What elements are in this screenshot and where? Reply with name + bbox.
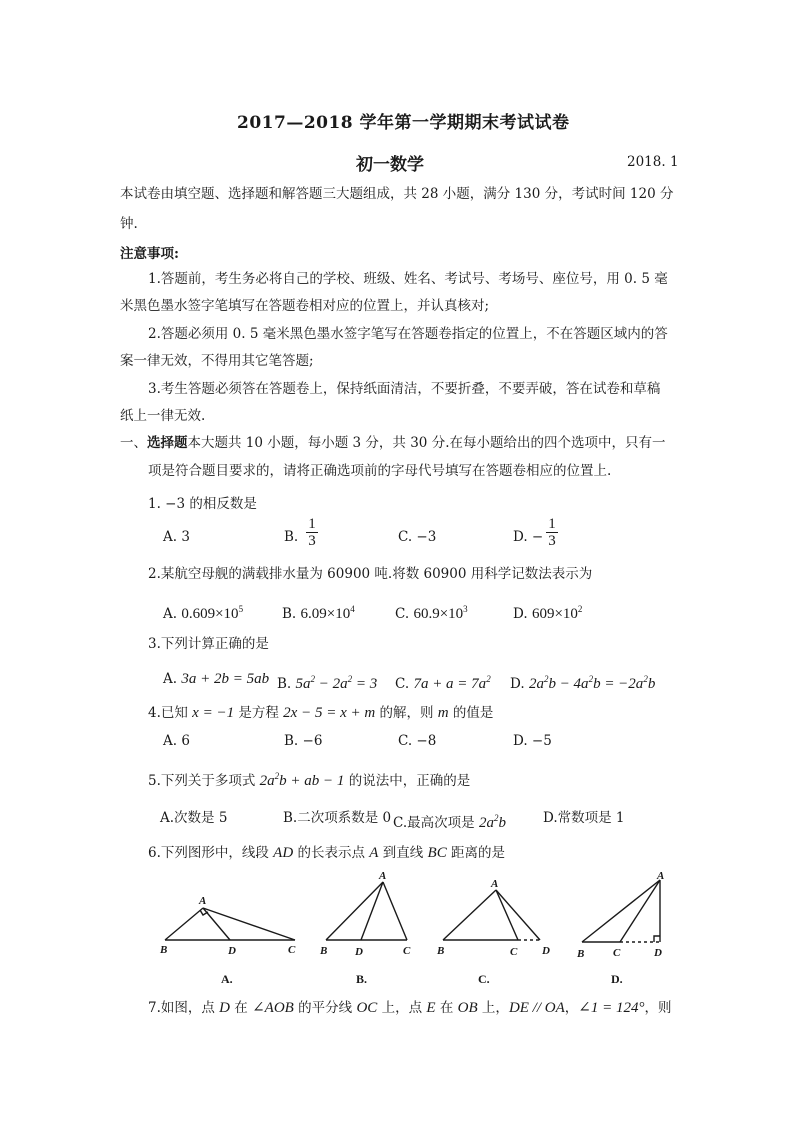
q6-figure-a: [165, 908, 295, 940]
q6c-label-c: C: [510, 946, 518, 958]
q4-stem-p2: 是方程: [234, 705, 284, 721]
q5-option-b: B.二次项系数是 0: [283, 810, 392, 826]
q2-a-value: [181, 606, 243, 622]
q2-d-value: [532, 606, 582, 622]
q5-stem-e1: 2: [274, 771, 280, 781]
q7-stem-m7: ∠1 = 124°: [578, 1000, 645, 1016]
q1-stem: 1. −3 的相反数是: [148, 496, 257, 512]
notes-heading: 注意事项:: [120, 246, 179, 262]
q5-stem: [148, 766, 470, 791]
q3-d-p1: 2a: [528, 676, 544, 692]
q1-b-numerator: 1: [308, 516, 316, 532]
q6-caption-d: D.: [611, 972, 623, 986]
q4-stem-m1: x = −1: [192, 705, 235, 721]
q6c-label-d: D: [542, 945, 550, 957]
subject-title: 初一数学: [356, 155, 424, 175]
q6-figure-b: [326, 882, 407, 940]
q6d-label-d: D: [654, 947, 662, 959]
q6-caption-b: B.: [356, 972, 368, 986]
intro-line-2: 钟.: [120, 216, 138, 232]
q6-figures: [150, 870, 690, 995]
q5-option-d: D.常数项是 1: [543, 810, 625, 826]
q2-option-c: [395, 599, 468, 624]
q7-stem-m3: OC: [356, 1000, 378, 1016]
q2-option-a: [163, 599, 243, 624]
q2-a-base: 0.609×10: [181, 606, 239, 622]
q7-stem-p3: 的平分线: [293, 1000, 357, 1016]
q3-option-a: [163, 669, 269, 689]
q4-stem-p1: 4.已知: [148, 705, 193, 721]
q7-stem-p8: ，则: [644, 1000, 672, 1016]
q6b-label-c: C: [403, 945, 411, 957]
q6b-line-ad: [361, 882, 383, 940]
q3-stem: 3.下列计算正确的是: [148, 636, 269, 652]
q2-a-prefix: A.: [163, 606, 178, 622]
exam-title: 2017—2018 学年第一学期期末考试试卷: [237, 113, 570, 133]
q6d-label-c: C: [613, 947, 621, 959]
q2-d-exp: 2: [577, 604, 583, 614]
q2-c-exp: 3: [463, 604, 468, 614]
q6a-label-c: C: [288, 944, 296, 956]
q5-option-a: A.次数是 5: [160, 810, 228, 826]
q6b-label-d: D: [355, 946, 363, 958]
q6a-label-d: D: [228, 945, 236, 957]
q3-b-p2: − 2a: [315, 676, 348, 692]
q5-option-c: [393, 808, 506, 833]
q3-c-prefix: C.: [395, 676, 410, 692]
q3-b-prefix: B.: [277, 676, 292, 692]
note-1-line-2: 米黑色墨水签字笔填写在答题卷相对应的位置上，并认真核对;: [120, 298, 490, 314]
q5-stem-p2: 的说法中，正确的是: [344, 773, 471, 789]
q3-option-c: [395, 669, 491, 694]
q1-option-c: C. −3: [398, 529, 437, 545]
q7-stem-m5: OB: [457, 1000, 478, 1016]
q4-option-a: A. 6: [163, 733, 190, 749]
q3-c-expr: [413, 676, 490, 692]
q4-stem-m3: m: [437, 705, 449, 721]
q6d-right-angle: [654, 936, 660, 942]
q2-b-base: 6.09×10: [300, 606, 351, 622]
q2-b-value: [301, 606, 355, 622]
q2-b-prefix: B.: [282, 606, 297, 622]
q6b-line-ab: [326, 882, 383, 940]
q7-stem-m2: ∠AOB: [252, 1000, 294, 1016]
q3-b-expr: [296, 676, 378, 692]
q7-stem-p2: 在: [230, 1000, 253, 1016]
note-1-line-1: 1.答题前，考生务必将自己的学校、班级、姓名、考试号、考场号、座位号，用 0. 5 毫: [148, 271, 668, 287]
q2-option-b: [282, 599, 355, 624]
q1-option-d-fraction: [546, 516, 558, 549]
q1-option-d-prefix: D. −: [513, 529, 544, 545]
q5-c-p1: C.最高次项是: [393, 815, 479, 831]
q4-stem-m2: 2x − 5 = x + m: [283, 705, 376, 721]
q7-stem: [148, 998, 671, 1018]
q6-caption-a: A.: [221, 972, 233, 986]
q7-stem-m1: D: [219, 1000, 231, 1016]
q6-figure-c: [443, 890, 540, 940]
q6b-label-a: A: [379, 870, 387, 882]
q3-a-expr: 3a + 2b = 5ab: [181, 671, 270, 687]
q3-b-p3: = 3: [352, 676, 378, 692]
q1-b-denominator: 3: [308, 533, 316, 549]
q5-stem-p1: 5.下列关于多项式: [148, 773, 260, 789]
q6d-line-ab: [582, 880, 660, 942]
q4-option-c: C. −8: [398, 733, 437, 749]
q7-stem-p1: 7.如图，点: [148, 1000, 220, 1016]
q3-b-e2: 2: [347, 674, 353, 684]
q7-stem-p4: 上，点: [377, 1000, 427, 1016]
q6d-label-b: B: [577, 948, 585, 960]
q6d-line-ac: [620, 880, 660, 942]
q6-stem-p3: 到直线: [378, 845, 428, 861]
note-3-line-1: 3.考生答题必须答在答题卷上，保持纸面清洁，不要折叠，不要弄破，答在试卷和草稿: [148, 381, 661, 397]
q3-d-expr: [529, 676, 655, 692]
q7-stem-p5: 在: [435, 1000, 458, 1016]
q6-stem-m3: BC: [427, 845, 447, 861]
q6d-label-a: A: [657, 870, 665, 882]
q6b-label-b: B: [320, 945, 328, 957]
q5-c-e1: 2: [493, 813, 499, 823]
q6a-line-ab: [165, 908, 203, 940]
q7-stem-p6: 上，: [477, 1000, 509, 1016]
q6-stem-p1: 6.下列图形中，线段: [148, 845, 274, 861]
q2-d-prefix: D.: [513, 606, 528, 622]
q1-option-a: A. 3: [163, 529, 190, 545]
section-1-name: 选择题: [147, 435, 188, 451]
q4-option-b: B. −6: [284, 733, 323, 749]
q6-figure-d: [582, 880, 660, 942]
q7-stem-p7: ，: [564, 1000, 579, 1016]
q2-stem: 2.某航空母舰的满载排水量为 60900 吨.将数 60900 用科学记数法表示为: [148, 566, 593, 582]
q3-a-prefix: A.: [163, 671, 178, 687]
q3-d-e3: 2: [643, 674, 648, 684]
q5-stem-expr: [260, 773, 345, 789]
q4-stem-p3: 的解，则: [375, 705, 438, 721]
q5-c-m1: 2a: [478, 815, 494, 831]
q6-caption-c: C.: [478, 972, 490, 986]
q6c-label-a: A: [491, 878, 499, 890]
q3-d-e2: 2: [588, 674, 594, 684]
q4-stem: [148, 703, 493, 723]
q1-d-numerator: 1: [548, 516, 556, 532]
q4-option-d: D. −5: [513, 733, 552, 749]
q5-stem-m2: b + ab − 1: [279, 773, 345, 789]
q6c-label-b: B: [437, 945, 445, 957]
q5-c-m2: b: [498, 815, 506, 831]
q5-c-expr: [479, 815, 506, 831]
q6-stem-p4: 距离的是: [446, 845, 505, 861]
q7-stem-m6: DE // OA: [508, 1000, 565, 1016]
q3-c-p1: 7a + a = 7a: [413, 676, 487, 692]
q2-c-value: [413, 606, 467, 622]
q3-d-prefix: D.: [510, 676, 525, 692]
q6-stem: [148, 843, 505, 863]
q6-stem-m1: AD: [273, 845, 294, 861]
q6b-line-ac: [383, 882, 407, 940]
q3-option-d: [510, 669, 655, 694]
q6c-line-ac: [496, 890, 518, 940]
q1-option-b-fraction: [306, 516, 318, 549]
q2-c-prefix: C.: [395, 606, 410, 622]
q6-stem-p2: 的长表示点: [293, 845, 370, 861]
q3-c-e1: 2: [486, 674, 491, 684]
section-1-desc: 本大题共 10 小题，每小题 3 分，共 30 分.在每小题给出的四个选项中，只有一: [187, 435, 666, 451]
q2-a-exp: 5: [238, 604, 244, 614]
q3-d-p3: b = −2a: [593, 676, 644, 692]
note-2-line-2: 案一律无效，不得用其它笔答题;: [120, 353, 314, 369]
q6c-line-ad: [496, 890, 540, 940]
q1-d-denominator: 3: [548, 533, 556, 549]
q2-b-exp: 4: [350, 604, 355, 614]
q2-d-base: 609×10: [531, 606, 578, 622]
q6-stem-m2: A: [369, 845, 379, 861]
q5-stem-m1: 2a: [259, 773, 275, 789]
q3-d-p4: b: [647, 676, 656, 692]
q6c-line-ab: [443, 890, 496, 940]
exam-date: 2018. 1: [627, 154, 679, 170]
q2-option-d: [513, 599, 582, 624]
q6a-label-a: A: [199, 895, 207, 907]
q6a-right-angle: [200, 910, 208, 915]
note-3-line-2: 纸上一律无效.: [120, 408, 206, 424]
section-1-prefix: 一、: [120, 435, 147, 451]
note-2-line-1: 2.答题必须用 0. 5 毫米黑色墨水签字笔写在答题卷指定的位置上，不在答题区域内的答: [148, 326, 668, 342]
q3-b-e1: 2: [310, 674, 316, 684]
q6a-label-b: B: [160, 944, 168, 956]
q3-option-b: [277, 669, 377, 694]
q2-c-base: 60.9×10: [413, 606, 464, 622]
q3-d-e1: 2: [543, 674, 549, 684]
intro-line-1: 本试卷由填空题、选择题和解答题三大题组成，共 28 小题，满分 130 分，考试时间 120 分: [120, 186, 674, 202]
q1-option-b-prefix: B.: [284, 529, 299, 545]
section-1-heading: [120, 433, 665, 453]
q3-b-p1: 5a: [295, 676, 311, 692]
q7-stem-m4: E: [426, 1000, 436, 1016]
q3-d-p2: b − 4a: [548, 676, 589, 692]
q4-stem-p4: 的值是: [448, 705, 494, 721]
section-1-desc-line-2: 项是符合题目要求的，请将正确选项前的字母代号填写在答题卷相应的位置上.: [148, 463, 612, 479]
